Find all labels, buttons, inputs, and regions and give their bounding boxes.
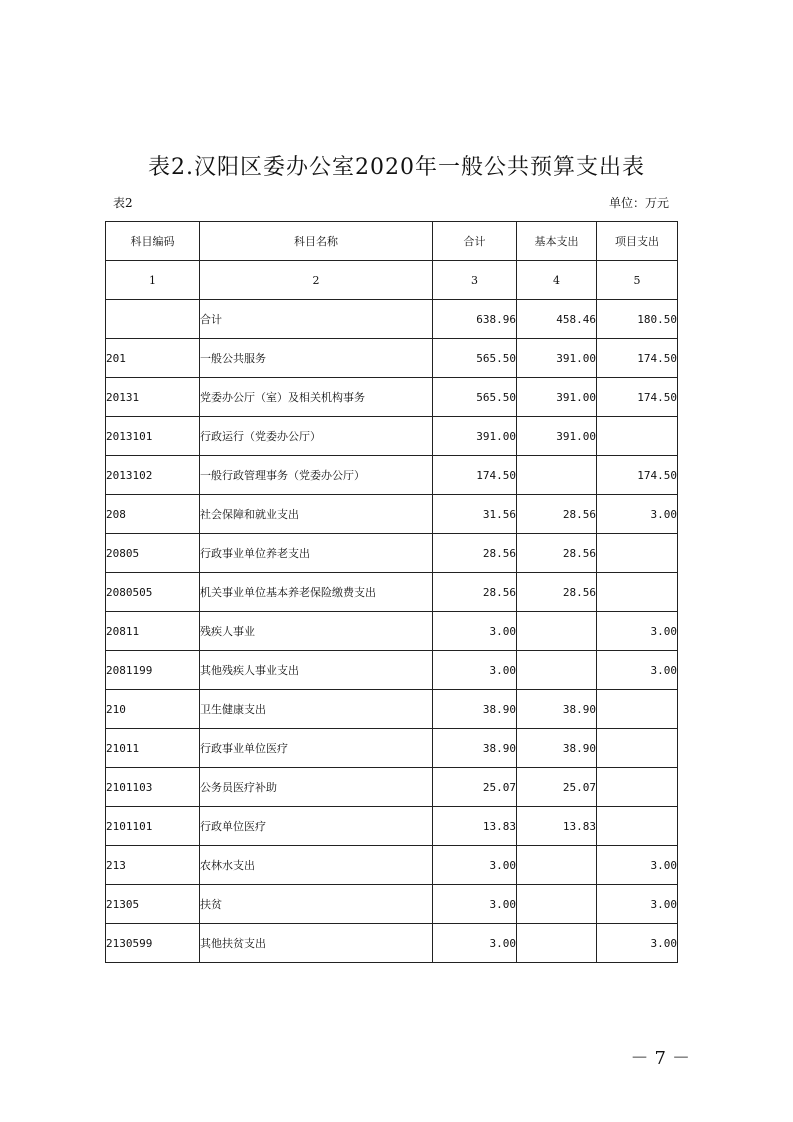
basic-cell: 28.56 [517,495,597,534]
total-cell: 3.00 [433,612,517,651]
basic-cell: 28.56 [517,573,597,612]
project-cell [597,690,678,729]
table-row [106,573,678,612]
header-row [106,222,678,261]
code-cell: 20811 [106,612,200,651]
total-cell: 38.90 [433,690,517,729]
table-label: 表2 [113,196,133,210]
total-cell: 3.00 [433,924,517,963]
code-cell: 2080505 [106,573,200,612]
basic-cell: 28.56 [517,534,597,573]
name-cell: 公务员医疗补助 [200,768,433,807]
code-cell: 210 [106,690,200,729]
total-cell: 565.50 [433,339,517,378]
project-cell [597,534,678,573]
code-cell: 20805 [106,534,200,573]
table-row [106,456,678,495]
total-cell: 28.56 [433,534,517,573]
basic-cell: 25.07 [517,768,597,807]
name-cell: 党委办公厅（室）及相关机构事务 [200,378,433,417]
table-row [106,768,678,807]
project-cell: 3.00 [597,495,678,534]
project-cell: 174.50 [597,339,678,378]
header-total: 合计 [433,222,517,261]
total-cell: 28.56 [433,573,517,612]
code-cell: 21011 [106,729,200,768]
code-cell: 2130599 [106,924,200,963]
total-cell: 3.00 [433,885,517,924]
name-cell: 机关事业单位基本养老保险缴费支出 [200,573,433,612]
code-cell: 2101101 [106,807,200,846]
name-cell: 一般公共服务 [200,339,433,378]
basic-cell: 391.00 [517,339,597,378]
basic-cell [517,456,597,495]
project-cell [597,807,678,846]
name-cell: 农林水支出 [200,846,433,885]
code-cell: 2013102 [106,456,200,495]
header-name: 科目名称 [200,222,433,261]
name-cell: 行政事业单位养老支出 [200,534,433,573]
table-row [106,534,678,573]
table-row [106,651,678,690]
project-cell: 3.00 [597,651,678,690]
basic-cell: 38.90 [517,729,597,768]
total-cell: 38.90 [433,729,517,768]
total-cell: 391.00 [433,417,517,456]
table-row [106,807,678,846]
name-cell: 社会保障和就业支出 [200,495,433,534]
total-cell: 25.07 [433,768,517,807]
name-cell: 残疾人事业 [200,612,433,651]
total-cell: 3.00 [433,846,517,885]
budget-table [105,221,678,963]
index-cell: 5 [597,261,678,300]
basic-cell: 38.90 [517,690,597,729]
project-cell: 180.50 [597,300,678,339]
code-cell: 2101103 [106,768,200,807]
code-cell: 2081199 [106,651,200,690]
table-row [106,885,678,924]
basic-cell: 458.46 [517,300,597,339]
basic-cell: 13.83 [517,807,597,846]
name-cell: 扶贫 [200,885,433,924]
name-cell: 行政运行（党委办公厅） [200,417,433,456]
table-row [106,495,678,534]
table-row [106,378,678,417]
name-cell: 行政单位医疗 [200,807,433,846]
basic-cell [517,924,597,963]
project-cell: 3.00 [597,885,678,924]
index-cell: 3 [433,261,517,300]
project-cell [597,573,678,612]
table-row [106,690,678,729]
basic-cell: 391.00 [517,417,597,456]
index-cell: 2 [200,261,433,300]
total-cell: 174.50 [433,456,517,495]
code-cell [106,300,200,339]
project-cell [597,417,678,456]
table-row [106,924,678,963]
name-cell: 卫生健康支出 [200,690,433,729]
total-cell: 13.83 [433,807,517,846]
project-cell [597,768,678,807]
code-cell: 2013101 [106,417,200,456]
name-cell: 其他扶贫支出 [200,924,433,963]
code-cell: 20131 [106,378,200,417]
table-row [106,612,678,651]
basic-cell [517,612,597,651]
page-title: 表2.汉阳区委办公室2020年一般公共预算支出表 [148,155,645,180]
project-cell: 174.50 [597,456,678,495]
project-cell: 3.00 [597,612,678,651]
header-project: 项目支出 [597,222,678,261]
page-number: －7－ [630,1048,696,1069]
table-row [106,846,678,885]
total-cell: 565.50 [433,378,517,417]
total-cell: 31.56 [433,495,517,534]
table-row [106,729,678,768]
name-cell: 合计 [200,300,433,339]
total-cell: 3.00 [433,651,517,690]
basic-cell [517,846,597,885]
project-cell: 3.00 [597,924,678,963]
name-cell: 其他残疾人事业支出 [200,651,433,690]
project-cell: 3.00 [597,846,678,885]
code-cell: 213 [106,846,200,885]
unit-label: 单位：万元 [608,196,669,210]
index-row [106,261,678,300]
project-cell [597,729,678,768]
basic-cell [517,651,597,690]
code-cell: 208 [106,495,200,534]
table-row [106,339,678,378]
index-cell: 4 [517,261,597,300]
table-row [106,300,678,339]
total-cell: 638.96 [433,300,517,339]
code-cell: 201 [106,339,200,378]
header-code: 科目编码 [106,222,200,261]
table-row [106,417,678,456]
project-cell: 174.50 [597,378,678,417]
name-cell: 行政事业单位医疗 [200,729,433,768]
name-cell: 一般行政管理事务（党委办公厅） [200,456,433,495]
code-cell: 21305 [106,885,200,924]
basic-cell: 391.00 [517,378,597,417]
index-cell: 1 [106,261,200,300]
basic-cell [517,885,597,924]
header-basic: 基本支出 [517,222,597,261]
